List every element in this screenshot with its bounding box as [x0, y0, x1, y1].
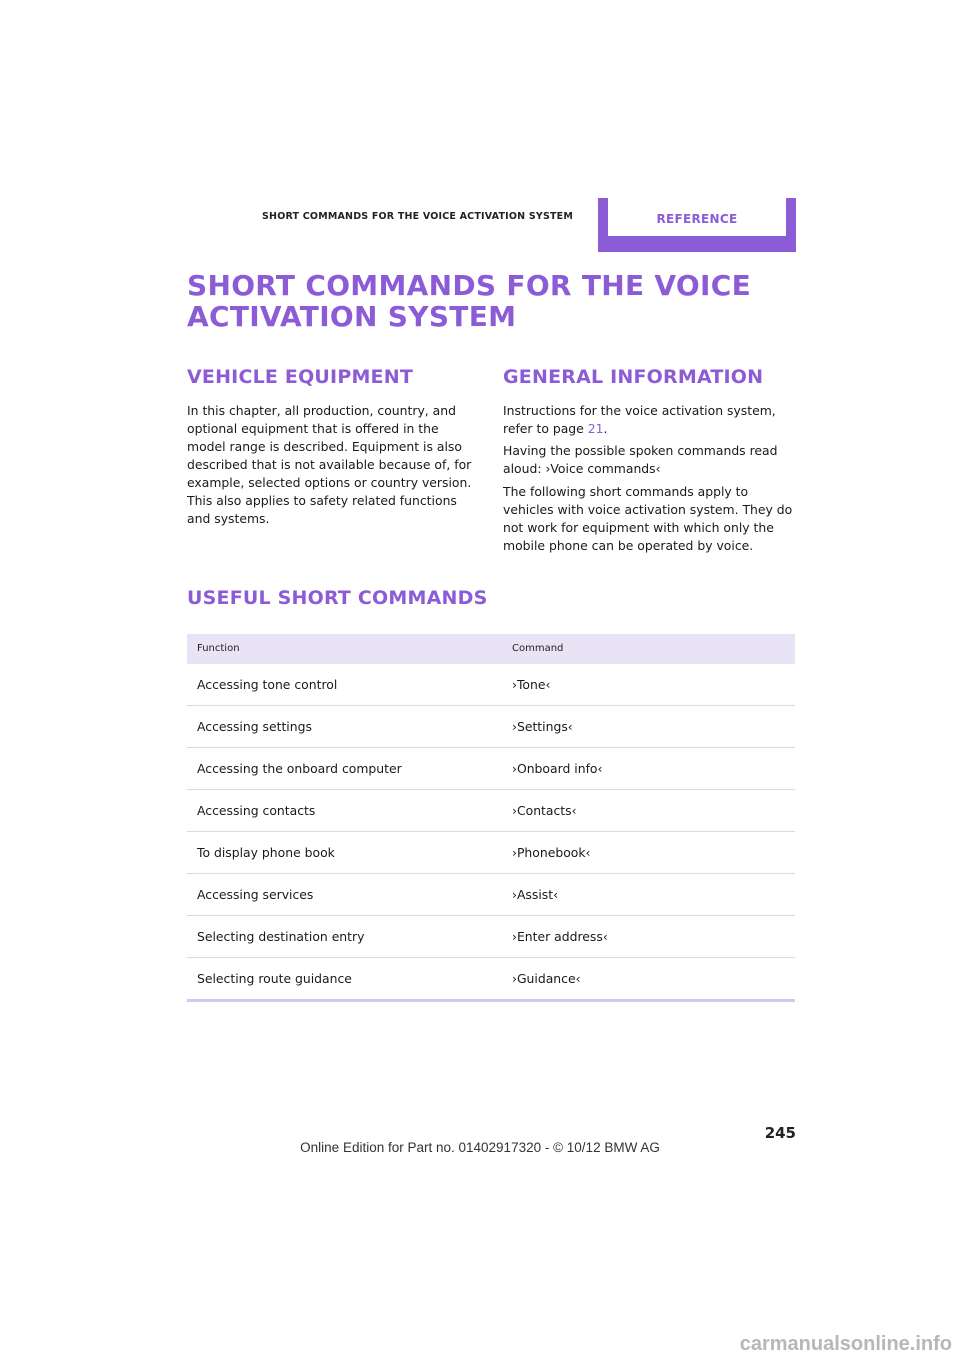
vehicle-equipment-heading: VEHICLE EQUIPMENT: [187, 366, 414, 388]
page-title-line-2: ACTIVATION SYSTEM: [187, 300, 517, 333]
table-header: [187, 634, 795, 664]
general-information-p3: The following short commands apply to vehicles with voice activation system. They do not work for equipment with which only the mobile phone can be operated by voice.: [503, 484, 793, 553]
footer-edition: Online Edition for Part no. 01402917320 - © 10/12 BMW AG: [300, 1140, 660, 1155]
table-row: To display phone book ›Phonebook‹: [187, 832, 795, 874]
page-number: 245: [764, 1124, 796, 1142]
table-row: Accessing settings ›Settings‹: [187, 706, 795, 748]
column-header-function: Function: [197, 643, 240, 654]
table-row: Accessing services ›Assist‹: [187, 874, 795, 916]
vehicle-equipment-text: In this chapter, all production, country, and optional equipment that is offered in the model range is described. Equipment is also described that is not available because of, for example, selected options or country version. This also applies to safety related functions and systems.: [187, 403, 472, 526]
general-information-p1: Instructions for the voice activation system, refer to page 21.: [503, 403, 776, 436]
page-title: [187, 270, 787, 332]
running-head: SHORT COMMANDS FOR THE VOICE ACTIVATION SYSTEM: [262, 211, 574, 222]
useful-commands-heading: USEFUL SHORT COMMANDS: [187, 587, 488, 609]
page-title-line-1: SHORT COMMANDS FOR THE VOICE: [187, 269, 752, 302]
commands-table: [187, 634, 795, 1002]
table-row: Accessing the onboard computer ›Onboard info‹: [187, 748, 795, 790]
section-tab-label: REFERENCE: [656, 212, 738, 226]
table-row: Accessing tone control ›Tone‹: [187, 664, 795, 706]
table-row: Accessing contacts ›Contacts‹: [187, 790, 795, 832]
column-header-command: Command: [512, 643, 564, 654]
table-row: Selecting destination entry ›Enter address‹: [187, 916, 795, 958]
page-link[interactable]: 21: [587, 421, 604, 436]
watermark: carmanualsonline.info: [739, 1333, 952, 1355]
general-information-p2: Having the possible spoken commands read aloud: ›Voice commands‹: [503, 443, 778, 476]
table-row: Selecting route guidance ›Guidance‹: [187, 958, 795, 1002]
general-information-heading: GENERAL INFORMATION: [503, 366, 764, 388]
